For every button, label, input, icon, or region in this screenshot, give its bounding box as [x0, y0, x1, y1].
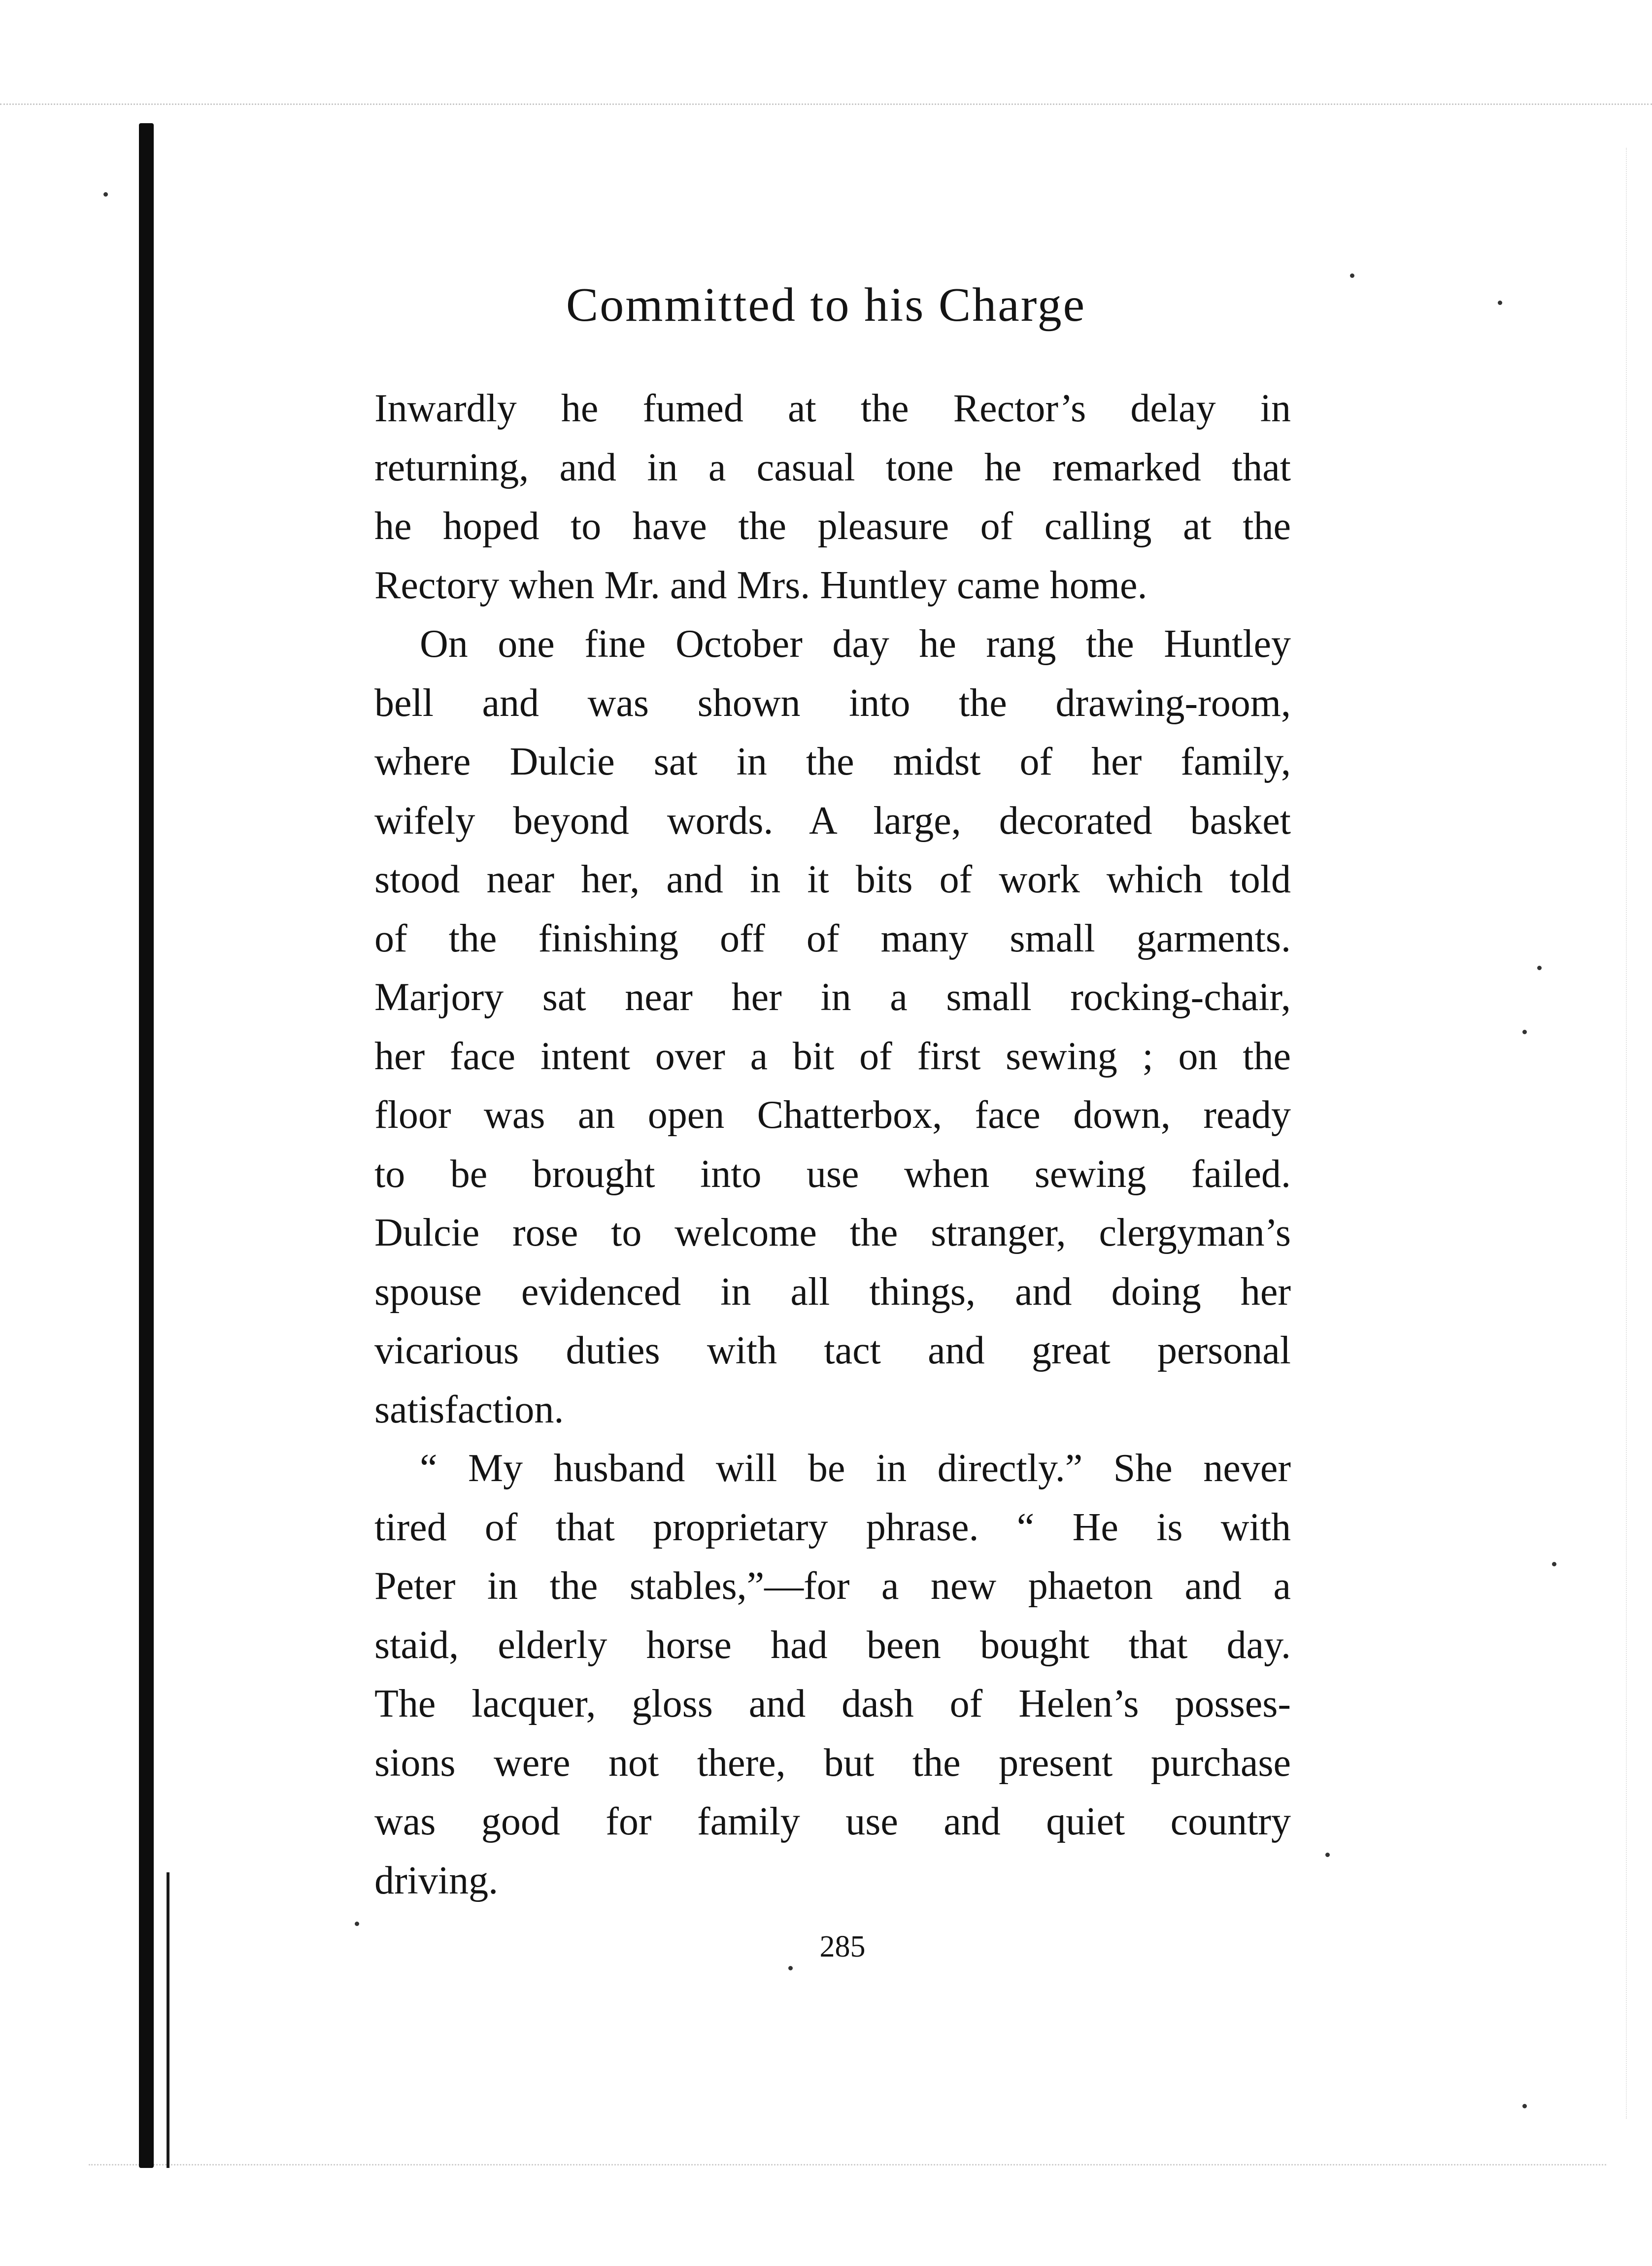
- text-line: On one fine October day he rang the Huntley: [420, 622, 1291, 666]
- text-line: of the finishing off of many small garments.: [374, 916, 1291, 960]
- bottom-page-edge: [89, 2164, 1606, 2165]
- scan-speck: [1552, 1562, 1556, 1566]
- text-line: sions were not there, but the present purchase: [374, 1741, 1291, 1785]
- text-line: driving.: [374, 1859, 499, 1902]
- text-line: to be brought into use when sewing failed.: [374, 1152, 1291, 1196]
- right-page-edge: [1626, 148, 1627, 2119]
- text-line: Rectory when Mr. and Mrs. Huntley came home.: [374, 563, 1147, 607]
- binding-shadow-lower: [167, 1872, 169, 2168]
- text-line: where Dulcie sat in the midst of her family,: [374, 740, 1291, 783]
- text-line: stood near her, and in it bits of work which told: [374, 858, 1291, 901]
- text-line: Dulcie rose to welcome the stranger, clergyman’s: [374, 1211, 1291, 1254]
- text-line: returning, and in a casual tone he remarked that: [374, 445, 1291, 489]
- scan-speck: [1522, 1030, 1527, 1034]
- body-text: [374, 379, 1291, 1910]
- text-line: bell and was shown into the drawing-room,: [374, 681, 1291, 725]
- page-number: 285: [819, 1930, 866, 1963]
- scan-speck: [1325, 1853, 1330, 1857]
- text-line: was good for family use and quiet country: [374, 1800, 1291, 1843]
- scan-speck: [1350, 273, 1354, 278]
- text-line: staid, elderly horse had been bought that day.: [374, 1623, 1291, 1667]
- text-line: spouse evidenced in all things, and doing her: [374, 1270, 1291, 1314]
- text-line: her face intent over a bit of first sewing ; on the: [374, 1034, 1291, 1078]
- text-line: he hoped to have the pleasure of calling at the: [374, 505, 1291, 548]
- scan-speck: [1522, 2104, 1527, 2108]
- top-page-edge: [0, 103, 1652, 105]
- running-head: Committed to his Charge: [566, 278, 1086, 332]
- text-line: Marjory sat near her in a small rocking-chair,: [374, 976, 1291, 1019]
- text-line: Peter in the stables,”—for a new phaeton and a: [374, 1564, 1291, 1608]
- text-line: “ My husband will be in directly.” She never: [420, 1447, 1291, 1490]
- text-line: floor was an open Chatterbox, face down, ready: [374, 1093, 1291, 1137]
- scan-speck: [1537, 966, 1542, 970]
- scan-speck: [788, 1966, 793, 1970]
- text-line: Inwardly he fumed at the Rector’s delay in: [374, 387, 1291, 430]
- text-line: tired of that proprietary phrase. “ He is with: [374, 1505, 1291, 1549]
- text-line: The lacquer, gloss and dash of Helen’s posses-: [374, 1682, 1291, 1725]
- text-line: vicarious duties with tact and great personal: [374, 1329, 1291, 1372]
- scan-speck: [355, 1922, 359, 1926]
- text-line: satisfaction.: [374, 1387, 564, 1431]
- text-line: wifely beyond words. A large, decorated basket: [374, 799, 1291, 843]
- scan-speck: [103, 192, 108, 197]
- binding-shadow: [139, 123, 154, 2168]
